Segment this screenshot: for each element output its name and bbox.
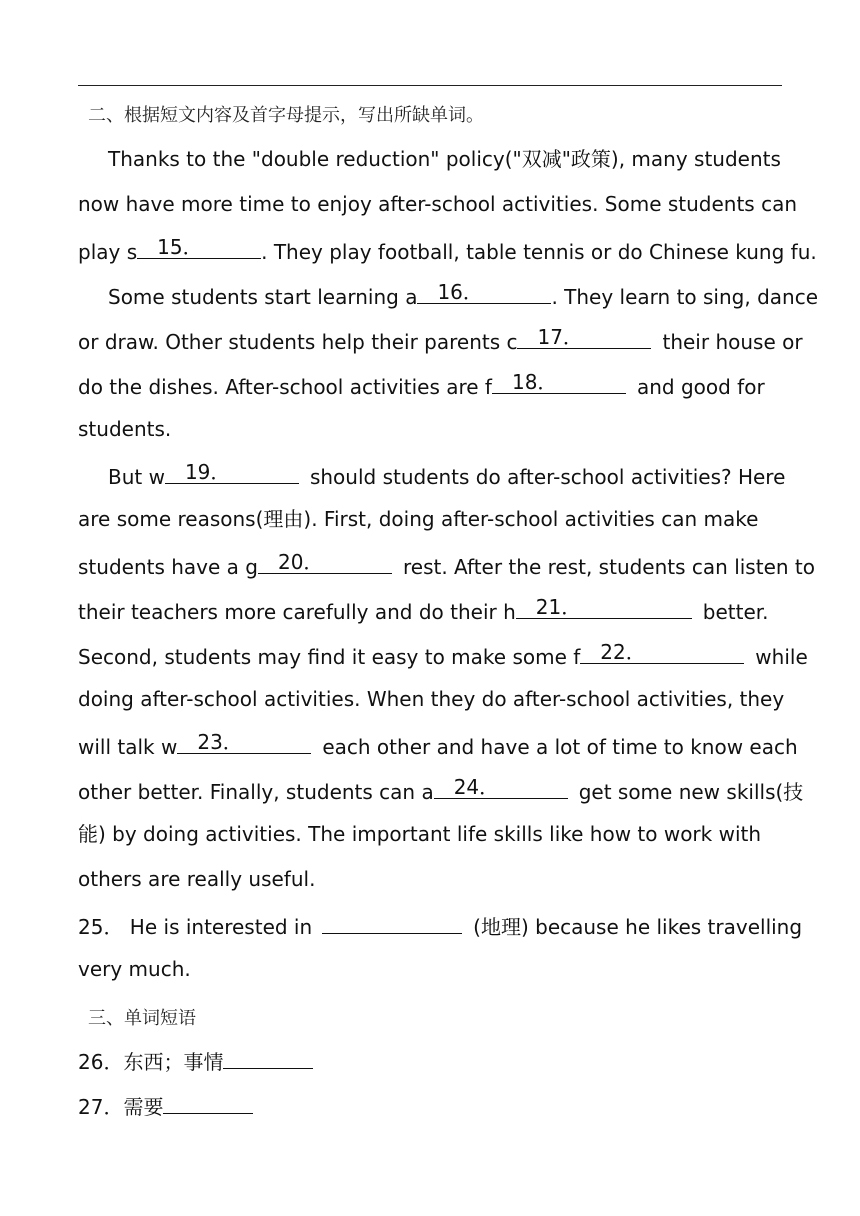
passage-line: now have more time to enjoy after-school activities. Some students can — [78, 192, 798, 216]
question-number: 20． — [277, 550, 324, 574]
passage-line — [108, 462, 785, 489]
question-number: 24． — [453, 775, 500, 799]
answer-blank-18[interactable] — [492, 372, 626, 394]
passage-line: 能) by doing activities. The important life skills like how to work with — [78, 822, 762, 846]
passage-text: play s — [78, 240, 138, 264]
question-number: 16． — [437, 280, 483, 304]
section-heading-vocab: 三、单词短语 — [88, 1008, 196, 1029]
passage-text: and good for — [636, 375, 765, 399]
answer-blank-21[interactable] — [516, 597, 692, 619]
answer-blank-16[interactable] — [417, 282, 551, 304]
passage-line — [78, 597, 769, 624]
passage-text: get some new skills(技 — [578, 780, 804, 804]
passage-text: each other and have a lot of time to know each — [322, 735, 798, 759]
question-26 — [78, 1047, 313, 1074]
question-number: 17． — [537, 325, 583, 349]
question-text: (地理) because he likes travelling — [473, 915, 803, 939]
passage-text: should students do after-school activities? Here — [309, 465, 786, 489]
question-text: very much. — [78, 957, 191, 981]
passage-line: others are really useful. — [78, 867, 316, 891]
passage-line: Thanks to the "double reduction" policy("双减"政策), many students — [108, 147, 781, 171]
passage-line — [108, 282, 818, 309]
question-27 — [78, 1092, 253, 1119]
answer-blank-17[interactable] — [517, 327, 651, 349]
passage-line — [78, 642, 808, 669]
passage-text: rest. After the rest, students can listen to — [402, 555, 815, 579]
question-number: 22． — [600, 640, 646, 664]
answer-blank-24[interactable] — [434, 777, 568, 799]
passage-line — [78, 552, 815, 579]
question-number: 15． — [157, 235, 203, 259]
question-number: 19． — [184, 460, 231, 484]
section-heading-cloze: 二、根据短文内容及首字母提示，写出所缺单词。 — [88, 105, 484, 126]
question-number: 21． — [535, 595, 582, 619]
passage-text: But w — [108, 465, 165, 489]
question-text: 27．需要 — [78, 1095, 164, 1119]
top-divider — [78, 85, 782, 86]
passage-text: while — [755, 645, 808, 669]
passage-text: or draw. Other students help their parents c — [78, 330, 518, 354]
passage-line: doing after-school activities. When they do after-school activities, they — [78, 687, 785, 711]
answer-blank-15[interactable] — [137, 237, 261, 259]
passage-line: are some reasons(理由). First, doing after-school activities can make — [78, 507, 759, 531]
passage-line — [78, 372, 765, 399]
answer-blank-19[interactable] — [165, 462, 299, 484]
question-number: 23． — [197, 730, 243, 754]
answer-blank-25[interactable] — [322, 912, 462, 934]
passage-text: their teachers more carefully and do their h — [78, 600, 516, 624]
question-25 — [78, 912, 802, 939]
passage-line: students. — [78, 417, 172, 441]
passage-line — [78, 777, 803, 804]
passage-text: do the dishes. After-school activities are f — [78, 375, 492, 399]
passage-text: will talk w — [78, 735, 178, 759]
question-text: 26．东西；事情 — [78, 1050, 224, 1074]
passage-text: better. — [702, 600, 769, 624]
answer-blank-20[interactable] — [258, 552, 392, 574]
passage-text: students have a g — [78, 555, 258, 579]
passage-text: their house or — [662, 330, 803, 354]
passage-line — [78, 237, 817, 264]
answer-blank-26[interactable] — [223, 1047, 313, 1069]
answer-blank-22[interactable] — [580, 642, 744, 664]
passage-text: other better. Finally, students can a — [78, 780, 434, 804]
passage-text: Second, students may find it easy to make some f — [78, 645, 581, 669]
question-number: 18． — [511, 370, 558, 394]
passage-text: . They play football, table tennis or do Chinese kung fu. — [261, 240, 817, 264]
passage-text: Some students start learning a — [108, 285, 418, 309]
answer-blank-23[interactable] — [177, 732, 311, 754]
passage-line — [78, 732, 798, 759]
passage-line — [78, 327, 803, 354]
passage-text: . They learn to sing, dance — [551, 285, 819, 309]
answer-blank-27[interactable] — [163, 1092, 253, 1114]
question-text: 25． He is interested in — [78, 915, 313, 939]
